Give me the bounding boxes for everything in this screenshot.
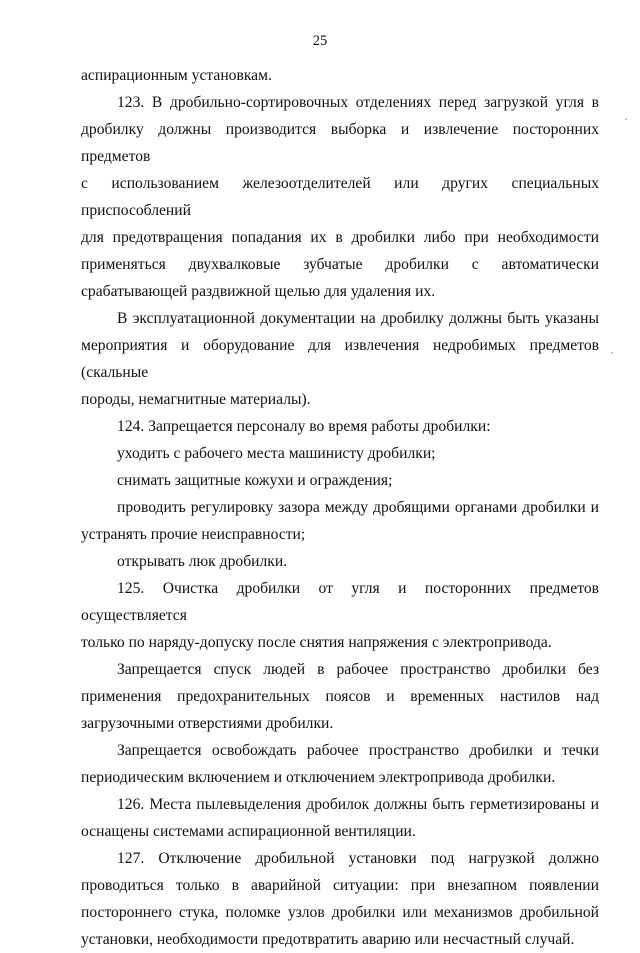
paragraph-127-line: 127. Отключение дробильной установки под нагрузкой должно bbox=[117, 850, 599, 867]
text-line: постороннего стука, поломке узлов дробилки или механизмов дробильной bbox=[81, 904, 599, 921]
text-line: оснащены системами аспирационной вентиляции. bbox=[81, 823, 416, 840]
text-line: Запрещается спуск людей в рабочее пространство дробилки без bbox=[117, 661, 599, 678]
text-line: породы, немагнитные материалы). bbox=[81, 391, 311, 408]
text-line: устранять прочие неисправности; bbox=[81, 526, 306, 543]
text-line: мероприятия и оборудование для извлечения недробимых предметов (скальные bbox=[81, 337, 599, 381]
text-line: применения предохранительных поясов и временных настилов над bbox=[81, 688, 599, 705]
text-line: срабатывающей раздвижной щелью для удаления их. bbox=[81, 283, 436, 300]
text-line: с использованием железоотделителей или других специальных приспособлений bbox=[81, 175, 599, 219]
scan-speck bbox=[611, 352, 613, 354]
text-line: периодическим включением и отключением электропривода дробилки. bbox=[81, 769, 556, 786]
text-line: открывать люк дробилки. bbox=[117, 553, 288, 570]
text-line: для предотвращения попадания их в дробилки либо при необходимости bbox=[81, 229, 599, 246]
text-line: дробилку должны производится выборка и извлечение посторонних предметов bbox=[81, 121, 599, 165]
scan-speck bbox=[625, 118, 627, 120]
text-line: проводиться только в аварийной ситуации: при внезапном появлении bbox=[81, 877, 599, 894]
text-line: снимать защитные кожухи и ограждения; bbox=[117, 472, 393, 489]
paragraph-124-line: 124. Запрещается персоналу во время работы дробилки: bbox=[117, 418, 491, 435]
text-line: уходить с рабочего места машинисту дробилки; bbox=[117, 445, 436, 462]
text-line: В эксплуатационной документации на дробилку должны быть указаны bbox=[117, 310, 599, 327]
paragraph-125-line: 125. Очистка дробилки от угля и посторонних предметов осуществляется bbox=[81, 580, 599, 624]
text-line: установки, необходимости предотвратить аварию или несчастный случай. bbox=[81, 931, 575, 948]
page-number: 25 bbox=[312, 33, 328, 49]
document-body bbox=[81, 62, 599, 953]
text-line: проводить регулировку зазора между дробящими органами дробилки и bbox=[117, 499, 599, 516]
text-line: только по наряду-допуску после снятия напряжения с электропривода. bbox=[81, 634, 552, 651]
text-line: Запрещается освобождать рабочее пространство дробилки и течки bbox=[117, 742, 599, 759]
text-line: применяться двухвалковые зубчатые дробилки с автоматически bbox=[81, 256, 599, 273]
paragraph-126-line: 126. Места пылевыделения дробилок должны быть герметизированы и bbox=[117, 796, 599, 813]
text-line: загрузочными отверстиями дробилки. bbox=[81, 715, 334, 732]
text-line: аспирационным установкам. bbox=[81, 67, 272, 84]
paragraph-123-line: 123. В дробильно-сортировочных отделениях перед загрузкой угля в bbox=[117, 94, 599, 111]
